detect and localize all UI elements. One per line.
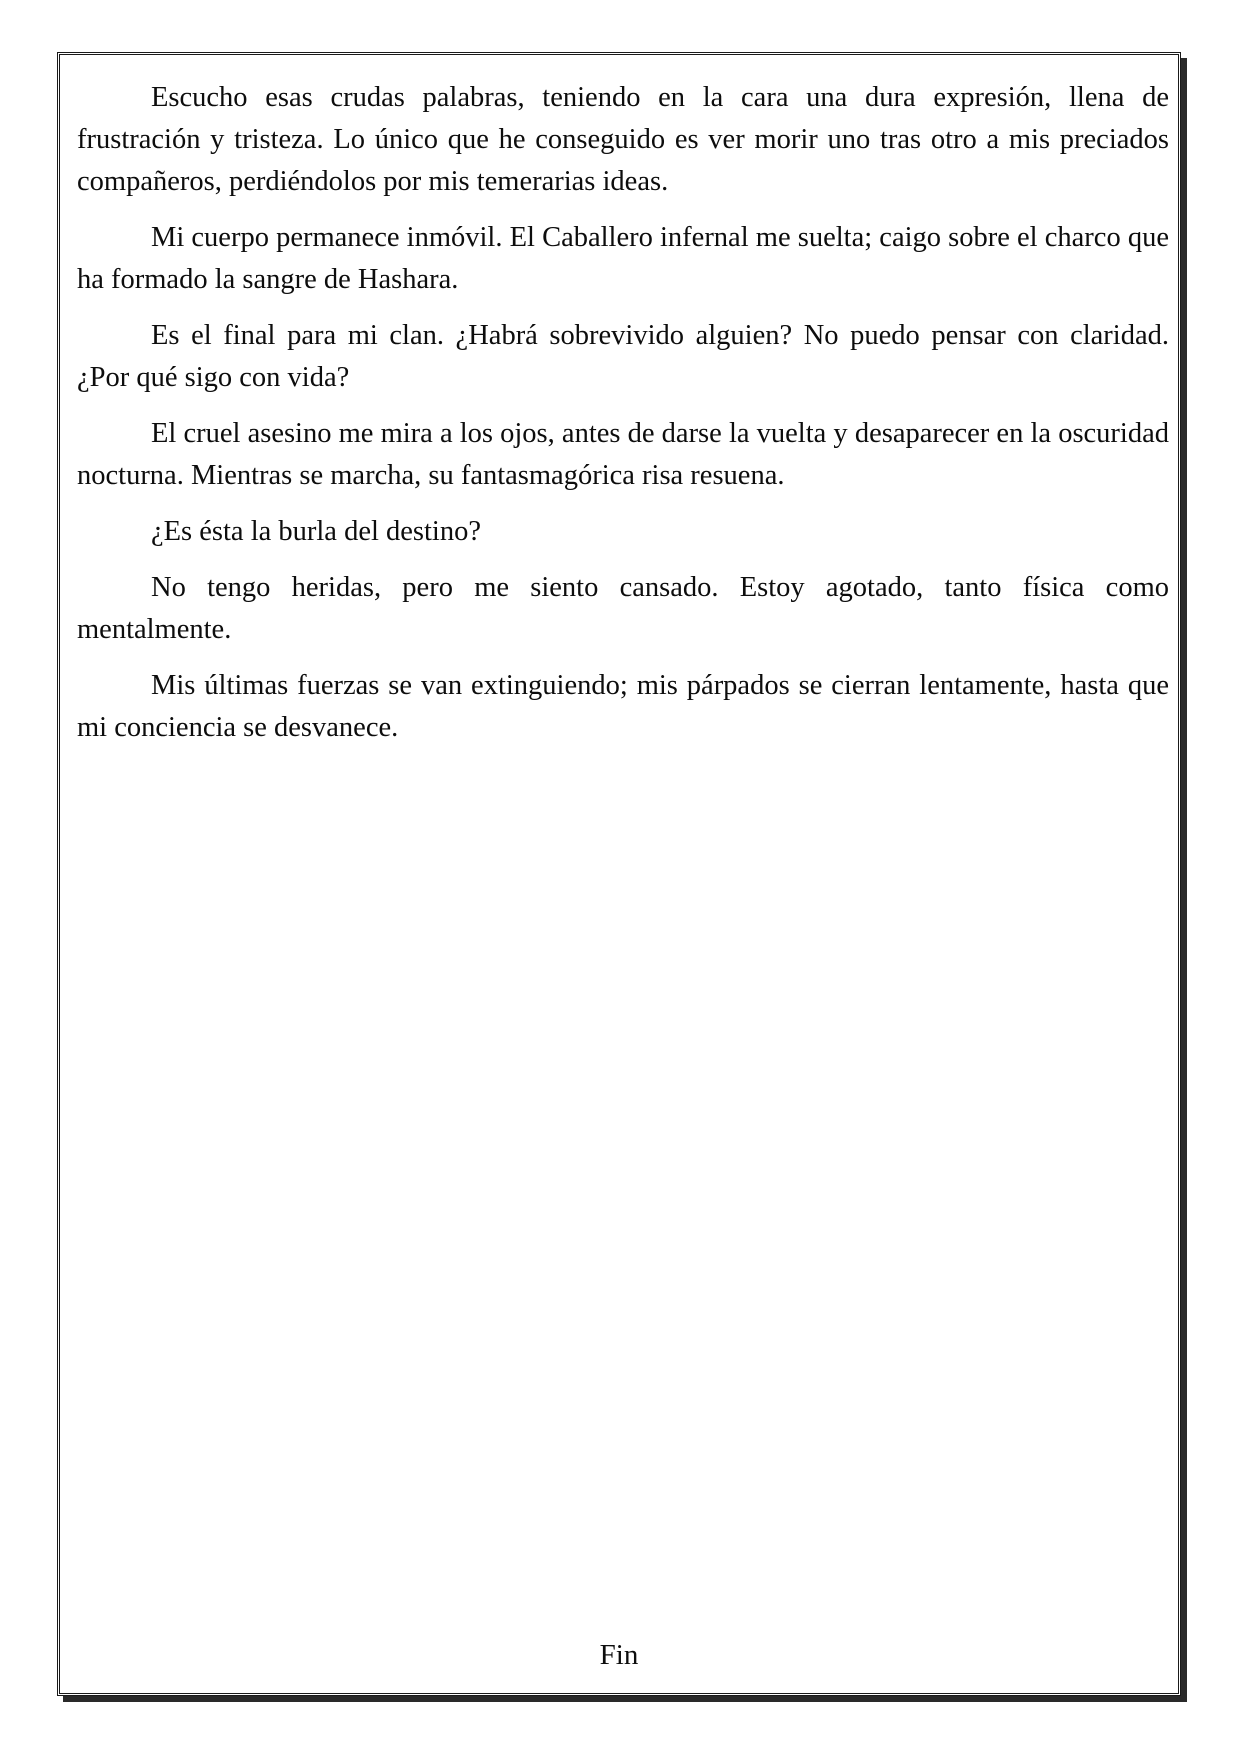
story-text (77, 77, 1169, 763)
paragraph: No tengo heridas, pero me siento cansado. Estoy agotado, tanto física como mentalmente. (77, 572, 1169, 645)
paragraph: Es el final para mi clan. ¿Habrá sobrevivido alguien? No puedo pensar con claridad. ¿Por qué sigo con vida? (77, 320, 1169, 393)
paragraph: El cruel asesino me mira a los ojos, antes de darse la vuelta y desaparecer en la oscuridad nocturna. Mientras se marcha, su fantasmagórica risa resuena. (77, 418, 1169, 491)
end-mark: Fin (599, 1639, 639, 1671)
paragraph: ¿Es ésta la burla del destino? (151, 516, 482, 547)
paragraph: Mis últimas fuerzas se van extinguiendo; mis párpados se cierran lentamente, hasta que mi conciencia se desvanece. (77, 670, 1169, 743)
page-frame (57, 52, 1181, 1696)
paragraph: Escucho esas crudas palabras, teniendo en la cara una dura expresión, llena de frustración y tristeza. Lo único que he conseguido es ver morir uno tras otro a mis preciados compañeros, perdiéndolos por mis temerarias ideas. (77, 82, 1169, 197)
paragraph: Mi cuerpo permanece inmóvil. El Caballero infernal me suelta; caigo sobre el charco que ha formado la sangre de Hashara. (77, 222, 1169, 295)
